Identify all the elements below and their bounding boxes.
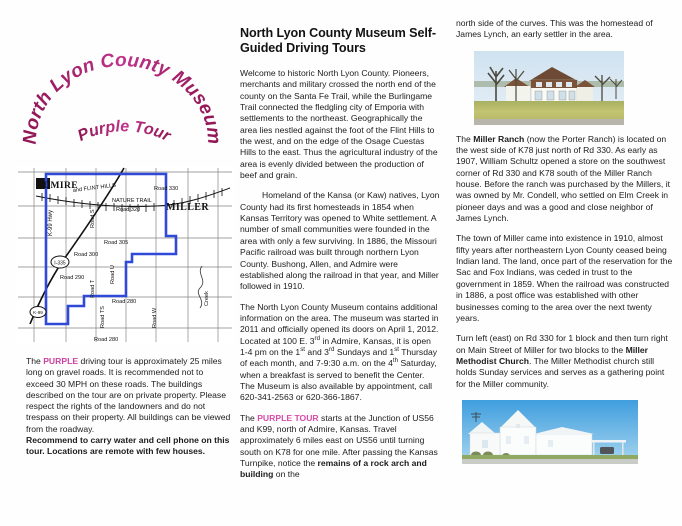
- map-label-road-280-low: Road 280: [94, 337, 119, 343]
- left-column: [8, 0, 236, 526]
- miller-methodist-church-photo: [462, 400, 638, 464]
- miller-ranch-photo: [474, 51, 624, 125]
- map-label-road-w: Road W: [152, 307, 158, 328]
- map-label-road-280: Road 280: [112, 299, 137, 305]
- paragraph-museum: [240, 302, 440, 404]
- map-label-admire: ADMIRE: [36, 181, 78, 191]
- map-label-road-300: Road 300: [74, 252, 99, 258]
- logo-arc-text: North Lyon County Museum: [19, 49, 225, 146]
- left-bold-note: Recommend to carry water and cell phone on this tour. Locations are remote with few houses.: [26, 435, 230, 457]
- museum-sup5: th: [392, 357, 399, 365]
- paragraph-miller-ranch: [456, 134, 674, 225]
- church-bold-name: Miller Methodist Church: [456, 344, 649, 366]
- tour-map: [16, 166, 234, 344]
- paragraph-purple-tour-start: [240, 413, 440, 481]
- map-label-k99: K-99 Hwy: [48, 209, 54, 236]
- museum-sup4: st: [394, 346, 400, 354]
- map-label-creek: Creek: [204, 291, 210, 306]
- middle-column: [240, 0, 440, 526]
- article-title: North Lyon County Museum Self-Guided Driving Tours: [240, 26, 436, 55]
- map-label-flint-hills: and FLINT HILLS: [72, 182, 117, 194]
- museum-part3: and 3: [305, 346, 329, 357]
- left-rest: driving tour is approximately 25 miles long on gravel roads. It is recommended not to exceed 30 MPH on these roads. The buildings described on the tour are on private property. Please respect the rights of the landowners and do not trespass on their property. All buildings can be viewed from the roadway.: [26, 356, 231, 434]
- tour-lead: The: [240, 412, 258, 423]
- map-label-road-305: Road 305: [104, 240, 129, 246]
- paragraph-methodist-church: [456, 333, 674, 390]
- paragraph-continuation: north side of the curves. This was the homestead of James Lynch, an early settler in the area.: [456, 18, 653, 40]
- map-label-road-ts: Road TS: [100, 306, 106, 328]
- museum-sup1: rd: [314, 334, 321, 342]
- paragraph-welcome: Welcome to historic North Lyon County. Pioneers, merchants and military crossed the north end of the county on the Santa Fe Trail, while the Burlingame Trail connected the fledgling city of Emporia with settlements to the northeast. Geographically the area lies nestled against the foot of the Flint Hills to the west, and on the edge of the Osage Cuestas Hills to the east. Thus the agricultural industry of the area is evenly divided between the production of beef and grain.: [240, 68, 438, 181]
- museum-part1: The North Lyon County Museum contains additional information on the area. The museum was started in 2011 and officially opened its doors on April 1, 2012. Located at 100 E. 3: [240, 301, 439, 346]
- museum-sup2: st: [300, 346, 306, 354]
- right-column: [456, 0, 674, 526]
- paragraph-homeland: Homeland of the Kansa (or Kaw) natives, Lyon County had its first homesteads in 1854 when Kansas Territory was opened to White settlement. A number of small communities were founded in the area with only a few surviving. In 1886, the Missouri Pacific railroad was built through northern Lyon County. Bushong, Allen, and Admire were established along the railroad in that year, and Miller followed in 1910.: [240, 190, 440, 292]
- map-label-road-330: Road 330: [154, 186, 179, 192]
- museum-logo: [8, 14, 236, 164]
- left-tour-note: [26, 356, 232, 458]
- museum-part6: Saturday, when a breakfast is served to benefit the Center. The Museum is also available by appointment, call 620-341-2563 or 620-366-1867.: [240, 358, 437, 403]
- left-tour-paragraph: [26, 356, 232, 435]
- ranch-lead: The: [456, 133, 474, 144]
- svg-text:K-99: K-99: [33, 310, 43, 315]
- map-label-miller: MILLER: [166, 202, 209, 213]
- museum-part5: Thursday of each month, and 7-9:30 a.m. on the 4: [240, 346, 438, 369]
- tour-part1: starts at the Junction of US56 and K99, north of Admire, Kansas. Travel approximately 6 miles east on US56 until turning south on K78 for one mile. After passing the Kansas Turnpike, notice the: [240, 412, 438, 468]
- tour-part2: on the: [273, 469, 300, 480]
- map-label-road-s: Road S: [90, 209, 96, 228]
- paragraph-town-of-miller: The town of Miller came into existence in 1910, almost fifty years after northeastern Lyon County ceased being Indian land. The land, once part of the reservation for the Sac and Fox Indians, was ceded in trust to the government in 1859. When the railroad was constructed in 1886, a post office was established with other businesses coming to the area over the next twenty years.: [456, 233, 673, 323]
- church-part1: Turn left (east) on Rd 330 for 1 block and then turn right on Main Street of Miller for two blocks to the: [456, 333, 668, 355]
- museum-part2: in Admire, Kansas, it is open 1-4 pm on the 1: [240, 335, 431, 357]
- church-part2: . The Miller Methodist church still holds Sunday services and serves as a gathering point for the Miller community.: [456, 355, 665, 389]
- museum-part4: Sundays and 1: [334, 346, 395, 357]
- map-label-road-t: Road T: [90, 279, 96, 298]
- ranch-bold-name: Miller Ranch: [473, 133, 525, 144]
- tour-bold-rock-arch: remains of a rock arch and building: [240, 458, 427, 480]
- museum-sup3: rd: [328, 346, 335, 354]
- logo-sub-text: Purple Tour: [75, 118, 173, 145]
- map-label-road-290: Road 290: [60, 275, 85, 281]
- ranch-part1: (now the Porter Ranch) is located on the west side of K78 just north of Rd 330. As early as 1907, William Schultz opened a store on the southwest corner of Rd 330 and K78 south of the Miller Ranch house. Before the ranch was purchased by the Millers, it was owned by Mr. Condell, who settled on Elm Creek in pioneer days and was a good and close neighbor of James Lynch.: [456, 133, 671, 224]
- map-label-road-u: Road U: [110, 265, 116, 284]
- map-label-road-320: Road 320: [116, 207, 141, 213]
- left-lead: The: [26, 356, 44, 366]
- purple-tour-keyword: PURPLE TOUR: [257, 412, 319, 423]
- purple-keyword: PURPLE: [43, 356, 79, 366]
- map-label-nature-trail: NATURE TRAIL: [112, 198, 152, 204]
- svg-text:I-335: I-335: [54, 260, 66, 267]
